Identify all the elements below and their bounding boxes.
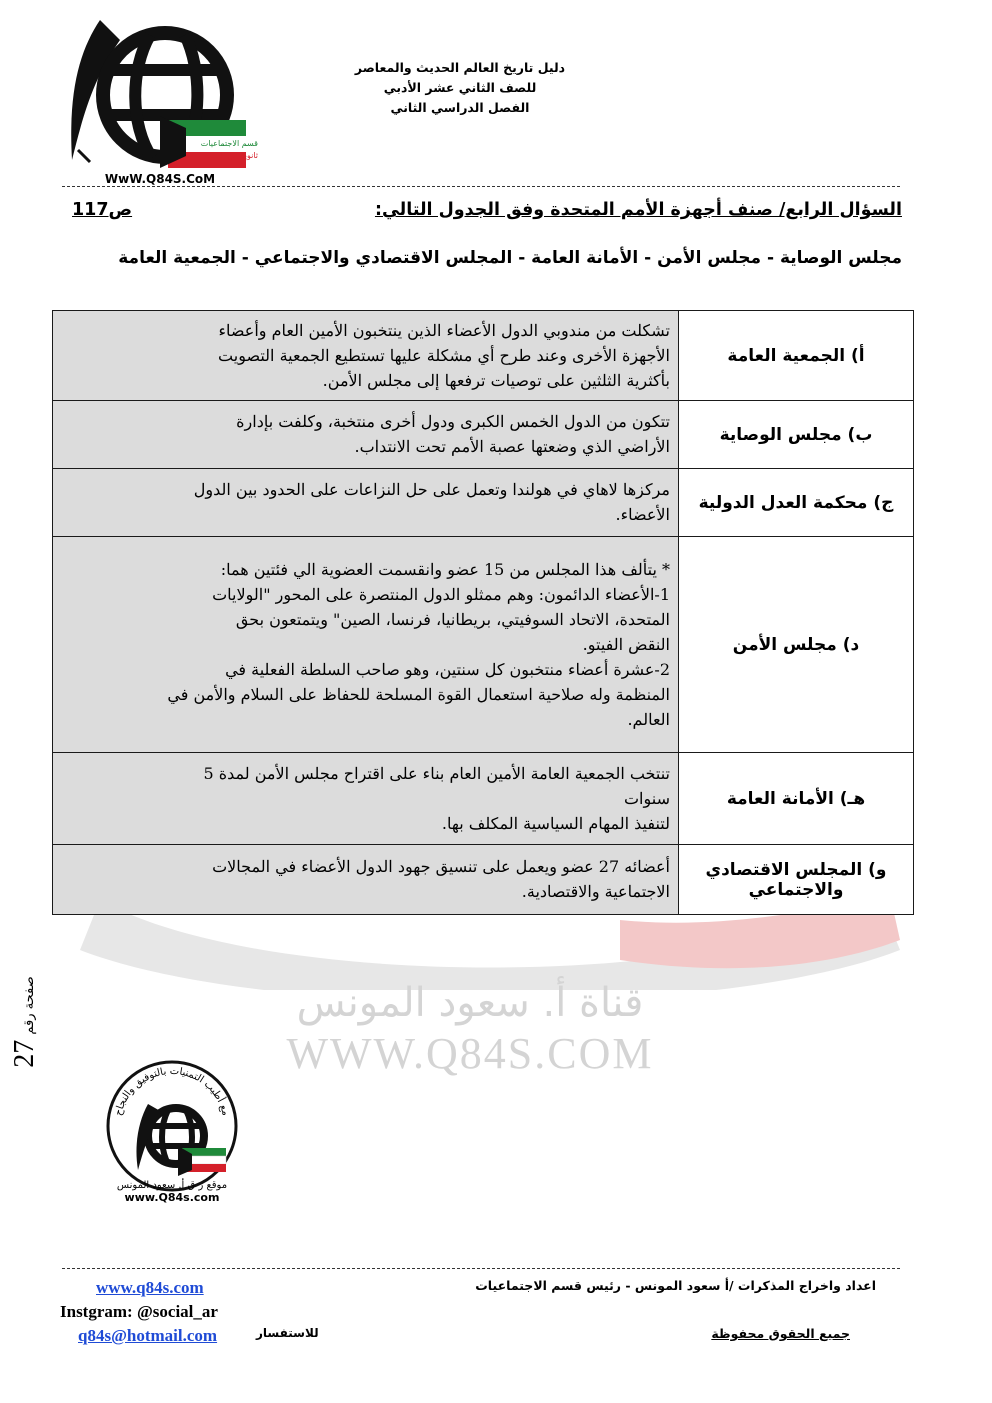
logo-text-1: قسم الاجتماعيات bbox=[200, 139, 258, 148]
table-row bbox=[53, 753, 914, 845]
header-titles bbox=[300, 58, 620, 118]
row-description: مركزها لاهاي في هولندا وتعمل على حل النزاعات على الحدود بين الدول الأعضاء. bbox=[53, 469, 679, 537]
logo-site: WwW.Q84S.CoM bbox=[104, 172, 216, 186]
email-link[interactable]: q84s@hotmail.com bbox=[78, 1326, 218, 1345]
page-number-label: صفحة رقم bbox=[22, 976, 37, 1035]
row-label: هـ) الأمانة العامة bbox=[679, 753, 914, 845]
watermark-arabic: قناة أ. سعود المونس bbox=[296, 980, 644, 1026]
un-organs-table bbox=[52, 310, 914, 915]
inquiry-label: للاستفسار bbox=[256, 1326, 319, 1340]
round-logo-icon bbox=[102, 1056, 242, 1214]
table-row bbox=[53, 845, 914, 915]
row-description: تشكلت من مندوبي الدول الأعضاء الذين ينتخبون الأمين العام وأعضاء الأجهزة الأخرى وعند طرح أي مشكلة عليها تستطيع الجمعية التصويت بأكثرية الثلثين على توصيات ترفعها إلى مجلس الأمن. bbox=[53, 311, 679, 401]
rights-reserved: جميع الحقوق محفوظة bbox=[711, 1326, 850, 1341]
globe-logo-icon bbox=[60, 10, 260, 188]
table-row bbox=[53, 311, 914, 401]
logo-caption: موقع ر ق أ. سعود المونس bbox=[116, 1180, 228, 1191]
footer-divider bbox=[62, 1268, 900, 1269]
ring-text: مع أطيب التمنيات بالتوفيق والنجاح bbox=[113, 1065, 231, 1117]
row-description: أعضائه 27 عضو ويعمل على تنسيق جهود الدول الأعضاء في المجالات الاجتماعية والاقتصادية. bbox=[53, 845, 679, 915]
watermark bbox=[240, 980, 700, 1079]
table-row bbox=[53, 469, 914, 537]
logo-bottom bbox=[102, 1056, 242, 1214]
header-title-3: الفصل الدراسي الثاني bbox=[390, 100, 530, 115]
footer-contacts bbox=[60, 1276, 260, 1348]
footer-credit: اعداد واخراج المذكرات /أ سعود المونس - رئيس قسم الاجتماعيات bbox=[475, 1278, 876, 1293]
logo-top bbox=[60, 10, 260, 188]
row-label: ب) مجلس الوصاية bbox=[679, 401, 914, 469]
page-number bbox=[8, 968, 42, 1078]
page-reference: ص117 bbox=[72, 200, 133, 220]
header-title-1: دليل تاريخ العالم الحديث والمعاصر bbox=[354, 60, 566, 75]
question-line bbox=[72, 200, 902, 220]
row-description: تنتخب الجمعية العامة الأمين العام بناء على اقتراح مجلس الأمن لمدة 5 سنوات لتنفيذ المهام السياسية المكلف بها. bbox=[53, 753, 679, 845]
header-title-2: للصف الثاني عشر الأدبي bbox=[383, 80, 537, 95]
page-number-value: 27 bbox=[9, 1039, 40, 1068]
watermark-url: WWW.Q84S.COM bbox=[286, 1029, 654, 1078]
items-to-classify: مجلس الوصاية - مجلس الأمن - الأمانة العامة - المجلس الاقتصادي والاجتماعي - الجمعية العامة bbox=[118, 248, 902, 268]
row-label: ج) محكمة العدل الدولية bbox=[679, 469, 914, 537]
row-description: * يتألف هذا المجلس من 15 عضو وانقسمت العضوية الي فئتين هما: 1-الأعضاء الدائمون: وهم ممثلو الدول المنتصرة على المحور "الولايات المتحدة، الاتحاد السوفيتي، بريطانيا، فرنسا، الصين" ويتمتعون بحق النقض الفيتو. 2-عشرة أعضاء منتخبون كل سنتين، وهو صاحب السلطة الفعلية في المنظمة وله صلاحية استعمال القوة المسلحة للحفاظ على السلام والأمن في العالم. bbox=[53, 537, 679, 753]
table-row bbox=[53, 401, 914, 469]
table-row bbox=[53, 537, 914, 753]
instagram-handle: Instgram: @social_ar bbox=[60, 1302, 218, 1321]
row-label: و) المجلس الاقتصادي والاجتماعي bbox=[679, 845, 914, 915]
row-label: أ) الجمعية العامة bbox=[679, 311, 914, 401]
logo-text-2: ثانوية ابن العميد bbox=[205, 151, 258, 160]
website-link[interactable]: www.q84s.com bbox=[96, 1278, 204, 1297]
row-label: د) مجلس الأمن bbox=[679, 537, 914, 753]
row-description: تتكون من الدول الخمس الكبرى ودول أخرى منتخبة، وكلفت بإدارة الأراضي الذي وضعتها عصبة الأمم تحت الانتداب. bbox=[53, 401, 679, 469]
logo-bottom-site: www.Q84s.com bbox=[124, 1191, 220, 1204]
header-divider bbox=[62, 186, 900, 187]
question-text: السؤال الرابع/ صنف أجهزة الأمم المتحدة وفق الجدول التالي: bbox=[374, 200, 902, 220]
